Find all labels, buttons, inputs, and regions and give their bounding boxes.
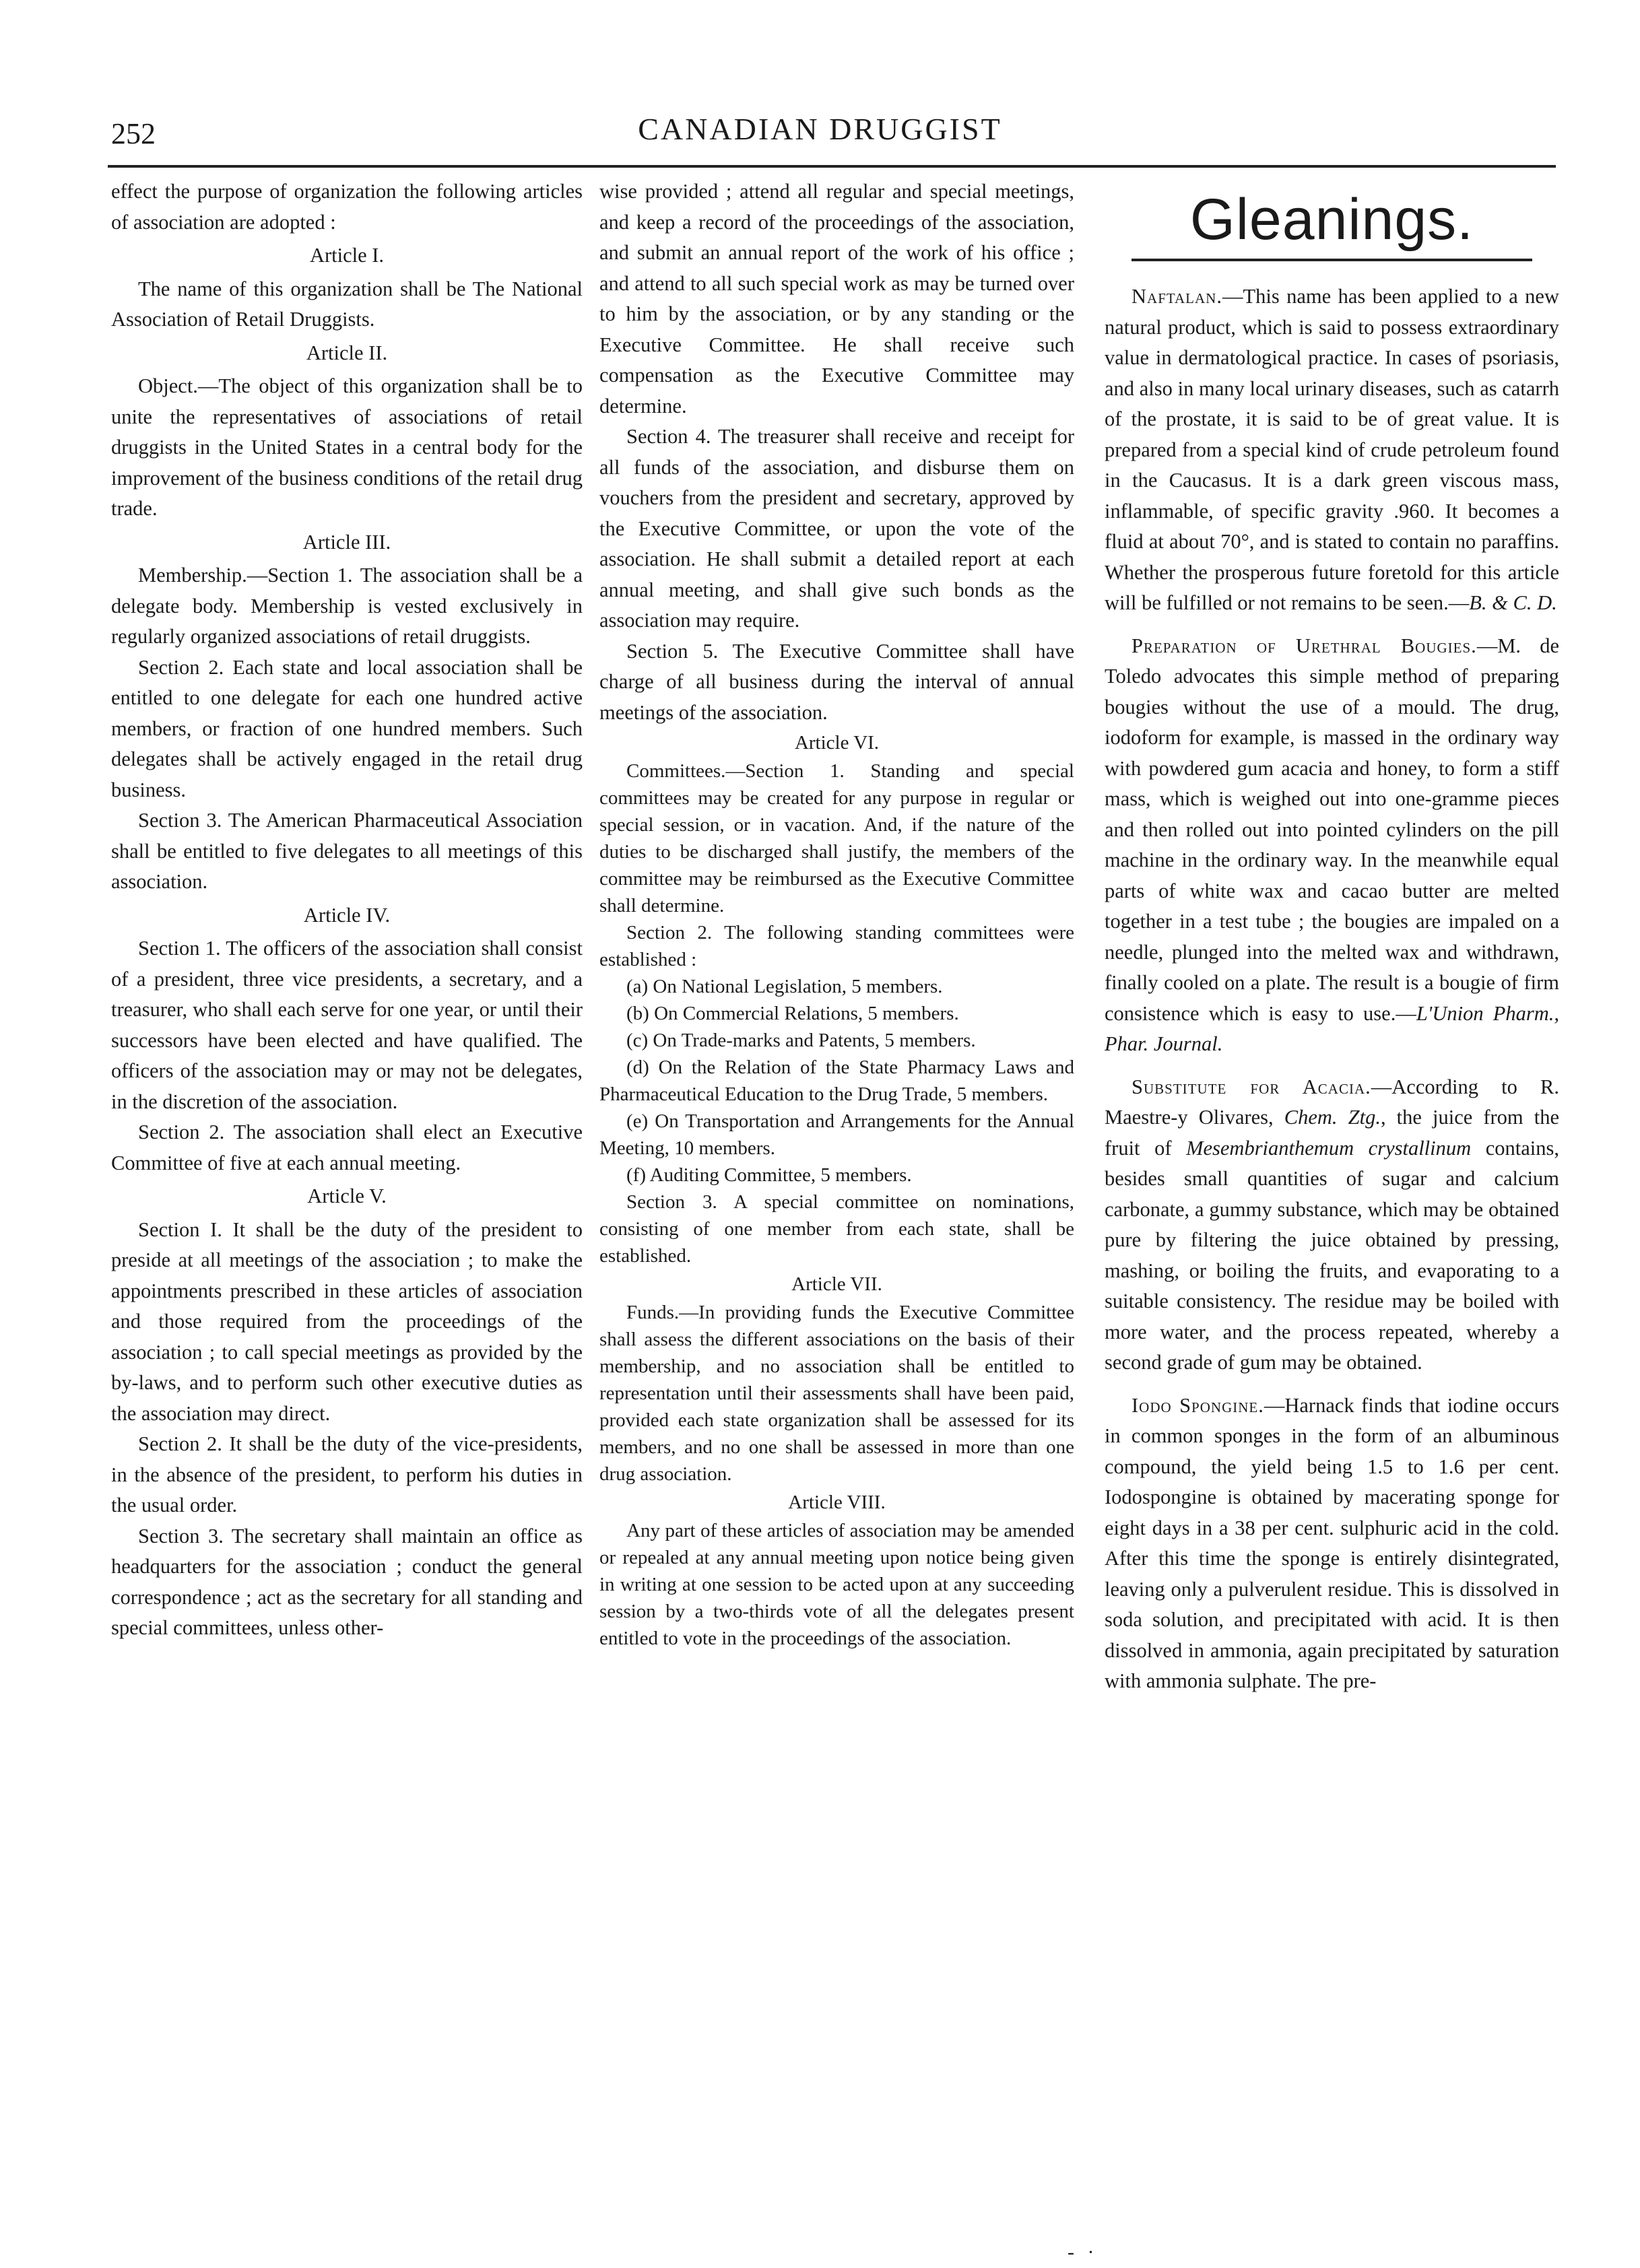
gleaning-species: Mesembrianthemum crystallinum <box>1186 1136 1472 1160</box>
gleaning-source: B. & C. D. <box>1469 591 1557 614</box>
gleaning-source: Chem. Ztg. <box>1284 1106 1381 1129</box>
gleaning-body: contains, besides small quantities of sugar and calcium carbonate, a gummy substance, which may be obtained pure by filtering the juice obtained by pressing, mashing, or boiling the fruits, and evaporating to a suitable consistency. The residue may be boiled with more water, and the process repeated, whereby a second grade of gum may be obtained. <box>1105 1136 1559 1374</box>
article-paragraph: Section 4. The treasurer shall receive and receipt for all funds of the association, and disburse them on vouchers from the president and secretary, approved by the Executive Committee, or upon the vote of the association. He shall submit a detailed report at each annual meeting, and shall give such bonds as the association may require. <box>599 425 1074 632</box>
article-paragraph: (f) Auditing Committee, 5 members. <box>626 1164 912 1186</box>
gleaning-urethral-bougies <box>1105 631 1559 1060</box>
article-paragraph: wise provided ; attend all regular and special meetings, and keep a record of the proceedings of the association, and submit an annual report of the work of his office ; and attend to all such special work as may be turned over to him by the association, or by any standing or the Executive Committee. He shall receive such compensation as the Executive Committee may determine. <box>599 180 1074 418</box>
journal-title: CANADIAN DRUGGIST <box>638 112 1002 146</box>
article-paragraph: Section 2. It shall be the duty of the vice-presidents, in the absence of the president, to perform his duties in the usual order. <box>111 1432 583 1516</box>
article-paragraph: Section 3. The secretary shall maintain an office as headquarters for the association ; conduct the general correspondence ; act as the secretary for all standing and special committees, unless other- <box>111 1524 583 1639</box>
article-paragraph: Section I. It shall be the duty of the president to preside at all meetings of the association ; to make the appointments prescribed in these articles of association and those required from the proceedings of the association ; to call special meetings as provided by the by-laws, and to perform such other executive duties as the association may direct. <box>111 1218 583 1425</box>
article-heading: Article VI. <box>794 732 880 754</box>
article-paragraph: (b) On Commercial Relations, 5 members. <box>626 1003 959 1024</box>
article-paragraph: Section 1. The officers of the association shall consist of a president, three vice presidents, a secretary, and a treasurer, who shall each serve for one year, or until their successors have been elected and have qualified. The officers of the association may or may not be delegates, in the discretion of the association. <box>111 937 583 1113</box>
article-paragraph: Section 2. Each state and local association shall be entitled to one delegate for each one hundred active members, or fraction of one hundred members. Such delegates shall be actively engaged in the retail drug business. <box>111 655 583 801</box>
article-paragraph: The name of this organization shall be The National Association of Retail Druggists. <box>111 277 583 331</box>
gleaning-lead: Iodo Spongine. <box>1131 1393 1264 1417</box>
gleaning-acacia-substitute <box>1105 1072 1559 1378</box>
gleaning-lead: Substitute for Acacia. <box>1131 1075 1371 1098</box>
article-paragraph: Committees.—Section 1. Standing and special committees may be created for any purpose in regular or special session, or in vacation. And, if the nature of the duties to be discharged shall justify, the members of the committee may be reimbursed as the Executive Committee shall determine. <box>599 760 1074 916</box>
gleaning-body: , the juice from the fruit of <box>1105 1106 1559 1160</box>
article-paragraph: Funds.—In providing funds the Executive Committee shall assess the different associations on the basis of their membership, and no association shall be entitled to representation until their assessments shall have been paid, provided each state organization shall be assessed for its members, and no one shall be assessed in more than one drug association. <box>599 1302 1074 1485</box>
gleanings-rule <box>1131 259 1532 261</box>
gleanings-title: Gleanings. <box>1189 187 1474 252</box>
article-paragraph: Any part of these articles of association may be amended or repealed at any annual meeting upon notice being given in writing at one session to be acted upon at any succeeding session by a two-thirds vote of all the delegates present entitled to vote in the proceedings of the association. <box>599 1520 1074 1649</box>
article-heading: Article VIII. <box>788 1492 886 1513</box>
article-paragraph: Object.—The object of this organization shall be to unite the representatives of associations of retail druggists in the United States in a central body for the improvement of the business conditions of the retail drug trade. <box>111 374 583 520</box>
column-gleanings <box>1105 176 1559 1709</box>
article-heading: Article V. <box>307 1185 387 1207</box>
header-rule <box>108 165 1556 168</box>
column-articles-middle <box>599 176 1074 1652</box>
article-paragraph: (c) On Trade-marks and Patents, 5 members. <box>626 1030 976 1051</box>
gleaning-lead: Naftalan. <box>1131 285 1222 308</box>
article-paragraph: Section 5. The Executive Committee shall have charge of all business during the interval of annual meetings of the association. <box>599 639 1074 724</box>
article-paragraph: effect the purpose of organization the following articles of association are adopted : <box>111 180 583 234</box>
gleaning-iodo-spongine <box>1105 1391 1559 1697</box>
gleaning-lead: Preparation of Urethral Bougies. <box>1131 634 1477 657</box>
article-paragraph: Section 2. The following standing committees were established : <box>599 922 1074 970</box>
article-heading: Article III. <box>302 530 391 554</box>
article-heading: Article II. <box>306 341 388 364</box>
article-paragraph: Section 2. The association shall elect an Executive Committee of five at each annual meeting. <box>111 1121 583 1174</box>
gleaning-body: —This name has been applied to a new natural product, which is said to possess extraordinary value in dermatological practice. In cases of psoriasis, and also in many local urinary diseases, such as catarrh of the prostate, it is said to be of great value. It is prepared from a special kind of crude petroleum found in the Caucasus. It is a dark green viscous mass, inflammable, of specific gravity .960. It becomes a fluid at about 70°, and is stated to contain no paraffins. Whether the prosperous future foretold for this article will be fulfilled or not remains to be seen.— <box>1105 285 1559 614</box>
column-middle-body <box>599 176 1074 728</box>
page-header <box>0 104 1640 158</box>
footer-mark: - · <box>1068 2241 1098 2263</box>
article-paragraph: (d) On the Relation of the State Pharmacy Laws and Pharmaceutical Education to the Drug Trade, 5 members. <box>599 1057 1074 1105</box>
article-paragraph: Section 3. The American Pharmaceutical Association shall be entitled to five delegates to all meetings of this association. <box>111 809 583 893</box>
article-heading: Article VII. <box>791 1273 882 1295</box>
page-number: 252 <box>111 117 156 150</box>
gleaning-body: —Harnack finds that iodine occurs in common sponges in the form of an albuminous compound, the yield being 1.5 to 1.6 per cent. Iodospongine is obtained by macerating sponge for eight days in a 38 per cent. sulphuric acid in the cold. After this time the sponge is entirely disintegrated, leaving only a pulverulent residue. This is dissolved in soda solution, and precipitated with acid. It is then dissolved in ammonia, again precipitated by saturation with ammonia sulphate. The pre- <box>1105 1393 1560 1692</box>
article-paragraph: (e) On Transportation and Arrangements for the Annual Meeting, 10 members. <box>599 1110 1074 1159</box>
article-paragraph: Section 3. A special committee on nominations, consisting of one member from each state, shall be established. <box>599 1191 1074 1267</box>
gleaning-body: —According to R. Maestre-y Olivares, <box>1105 1075 1559 1129</box>
gleaning-naftalan <box>1105 281 1559 619</box>
article-paragraph: Membership.—Section 1. The association shall be a delegate body. Membership is vested exclusively in regularly organized associations of retail druggists. <box>111 564 583 648</box>
gleaning-source: L'Union Pharm., Phar. Journal. <box>1105 1001 1559 1055</box>
column-articles-left <box>111 176 583 1644</box>
article-heading: Article I. <box>309 244 385 267</box>
column-middle-smalltype <box>599 729 1074 1652</box>
article-paragraph: (a) On National Legislation, 5 members. <box>626 976 943 997</box>
gleaning-body: —M. de Toledo advocates this simple method of preparing bougies without the use of a mould. The drug, iodoform for example, is massed in the ordinary way with powdered gum acacia and honey, to form a stiff mass, which is weighed out into one-gramme pieces and then rolled out into pointed cylinders on the pill machine in the ordinary way. In the meanwhile equal parts of white wax and cacao butter are melted together in a test tube ; the bougies are impaled on a needle, plunged into the melted wax and withdrawn, finally cooled on a plate. The result is a bougie of firm consistence which is easy to use.— <box>1105 634 1559 1025</box>
article-heading: Article IV. <box>303 903 391 927</box>
